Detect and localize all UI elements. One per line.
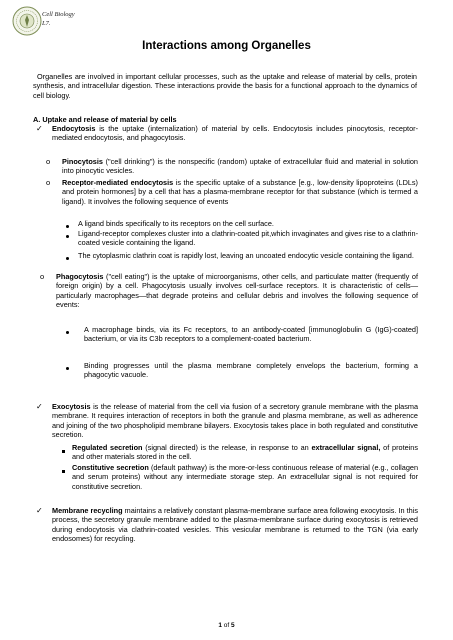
dot-bullet-icon: [66, 231, 69, 240]
check-icon: ✓: [36, 124, 43, 133]
circle-bullet-icon: o: [46, 178, 51, 187]
intro-paragraph: Organelles are involved in important cellular processes, such as the uptake and release of material by cells, protein synthesis, and intracellular digestion. These interactions provide the basis for a functional approach to the dynamics of cell biology.: [33, 72, 417, 100]
course-name: Cell Biology: [42, 11, 75, 18]
square-bullet-icon: [62, 466, 65, 475]
constitutive-secretion-item: Constitutive secretion (default pathway) is the more-or-less continuous release of material (e.g., collagen and serum proteins) without any intermediate storage step. An extracellular signal is not required for constitutive secretion.: [72, 463, 418, 491]
course-header: [42, 10, 75, 28]
receptor-step-3: The cytoplasmic clathrin coat is rapidly lost, leaving an uncoated endocytic vesicle containing the ligand.: [78, 251, 414, 260]
regulated-secretion-item: Regulated secretion (signal directed) is the release, in response to an extracellular signal, of proteins and other materials stored in the cell.: [72, 443, 418, 462]
check-icon: ✓: [36, 506, 43, 515]
membrane-recycling-paragraph: Membrane recycling maintains a relatively constant plasma-membrane surface area following exocytosis. In this process, the secretory granule membrane added to the plasma-membrane surface during exocytosis is retrieved during endocytosis via clathrin-coated vesicles. This vesicular membrane is returned to the TGN (via early endosomes) for recycling.: [52, 506, 418, 543]
circle-bullet-icon: o: [40, 272, 45, 281]
dot-bullet-icon: [66, 253, 69, 262]
exocytosis-paragraph: Exocytosis is the release of material from the cell via fusion of a secretory granule membrane with the plasma membrane. It requires interaction of receptors in both the granule and plasma membrane, as well as adherence and joining of the two phospholipid membrane bilayers. Exocytosis takes place in both regulated and constitutive secretion.: [52, 402, 418, 439]
university-seal-icon: [12, 6, 42, 36]
phagocytosis-paragraph: Phagocytosis ("cell eating") is the uptake of microorganisms, other cells, and particulate matter (frequently of foreign origin) by a cell. Phagocytosis usually involves cell-surface receptors. It is characteristic of cells—particularly macrophages—that degrade proteins and cellular debris and involves the following sequence of events:: [56, 272, 418, 309]
phagocytosis-step-1: A macrophage binds, via its Fc receptors, to an antibody-coated [immunoglobulin G (IgG)-coated] bacterium, or via its C3b receptors to a complement-coated bacterium.: [84, 325, 418, 344]
dot-bullet-icon: [66, 327, 69, 336]
lecture-number: L7.: [42, 20, 51, 27]
pinocytosis-paragraph: Pinocytosis ("cell drinking") is the nonspecific (random) uptake of extracellular fluid and material in solution into pinocytic vesicles.: [62, 157, 418, 176]
dot-bullet-icon: [66, 221, 69, 230]
phagocytosis-step-2: Binding progresses until the plasma membrane completely envelops the bacterium, forming a phagocytic vacuole.: [84, 361, 418, 380]
receptor-step-2: Ligand-receptor complexes cluster into a clathrin-coated pit,which invaginates and gives rise to a clathrin-coated vesicle containing the ligand.: [78, 229, 418, 248]
check-icon: ✓: [36, 402, 43, 411]
page-title: Interactions among Organelles: [142, 40, 311, 52]
page-number: 1 of 5: [218, 622, 235, 629]
section-a-heading: A. Uptake and release of material by cells: [33, 115, 177, 124]
circle-bullet-icon: o: [46, 157, 51, 166]
receptor-step-1: A ligand binds specifically to its receptors on the cell surface.: [78, 219, 274, 228]
square-bullet-icon: [62, 446, 65, 455]
receptor-mediated-paragraph: Receptor-mediated endocytosis is the specific uptake of a substance [e.g., low-density lipoproteins (LDLs) and protein hormones] by a cell that has a plasma-membrane receptor for that substance (which is termed a ligand). It involves the following sequence of events: [62, 178, 418, 206]
endocytosis-paragraph: Endocytosis is the uptake (internalization) of material by cells. Endocytosis includes pinocytosis, receptor-mediated endocytosis, and phagocytosis.: [52, 124, 418, 143]
dot-bullet-icon: [66, 363, 69, 372]
